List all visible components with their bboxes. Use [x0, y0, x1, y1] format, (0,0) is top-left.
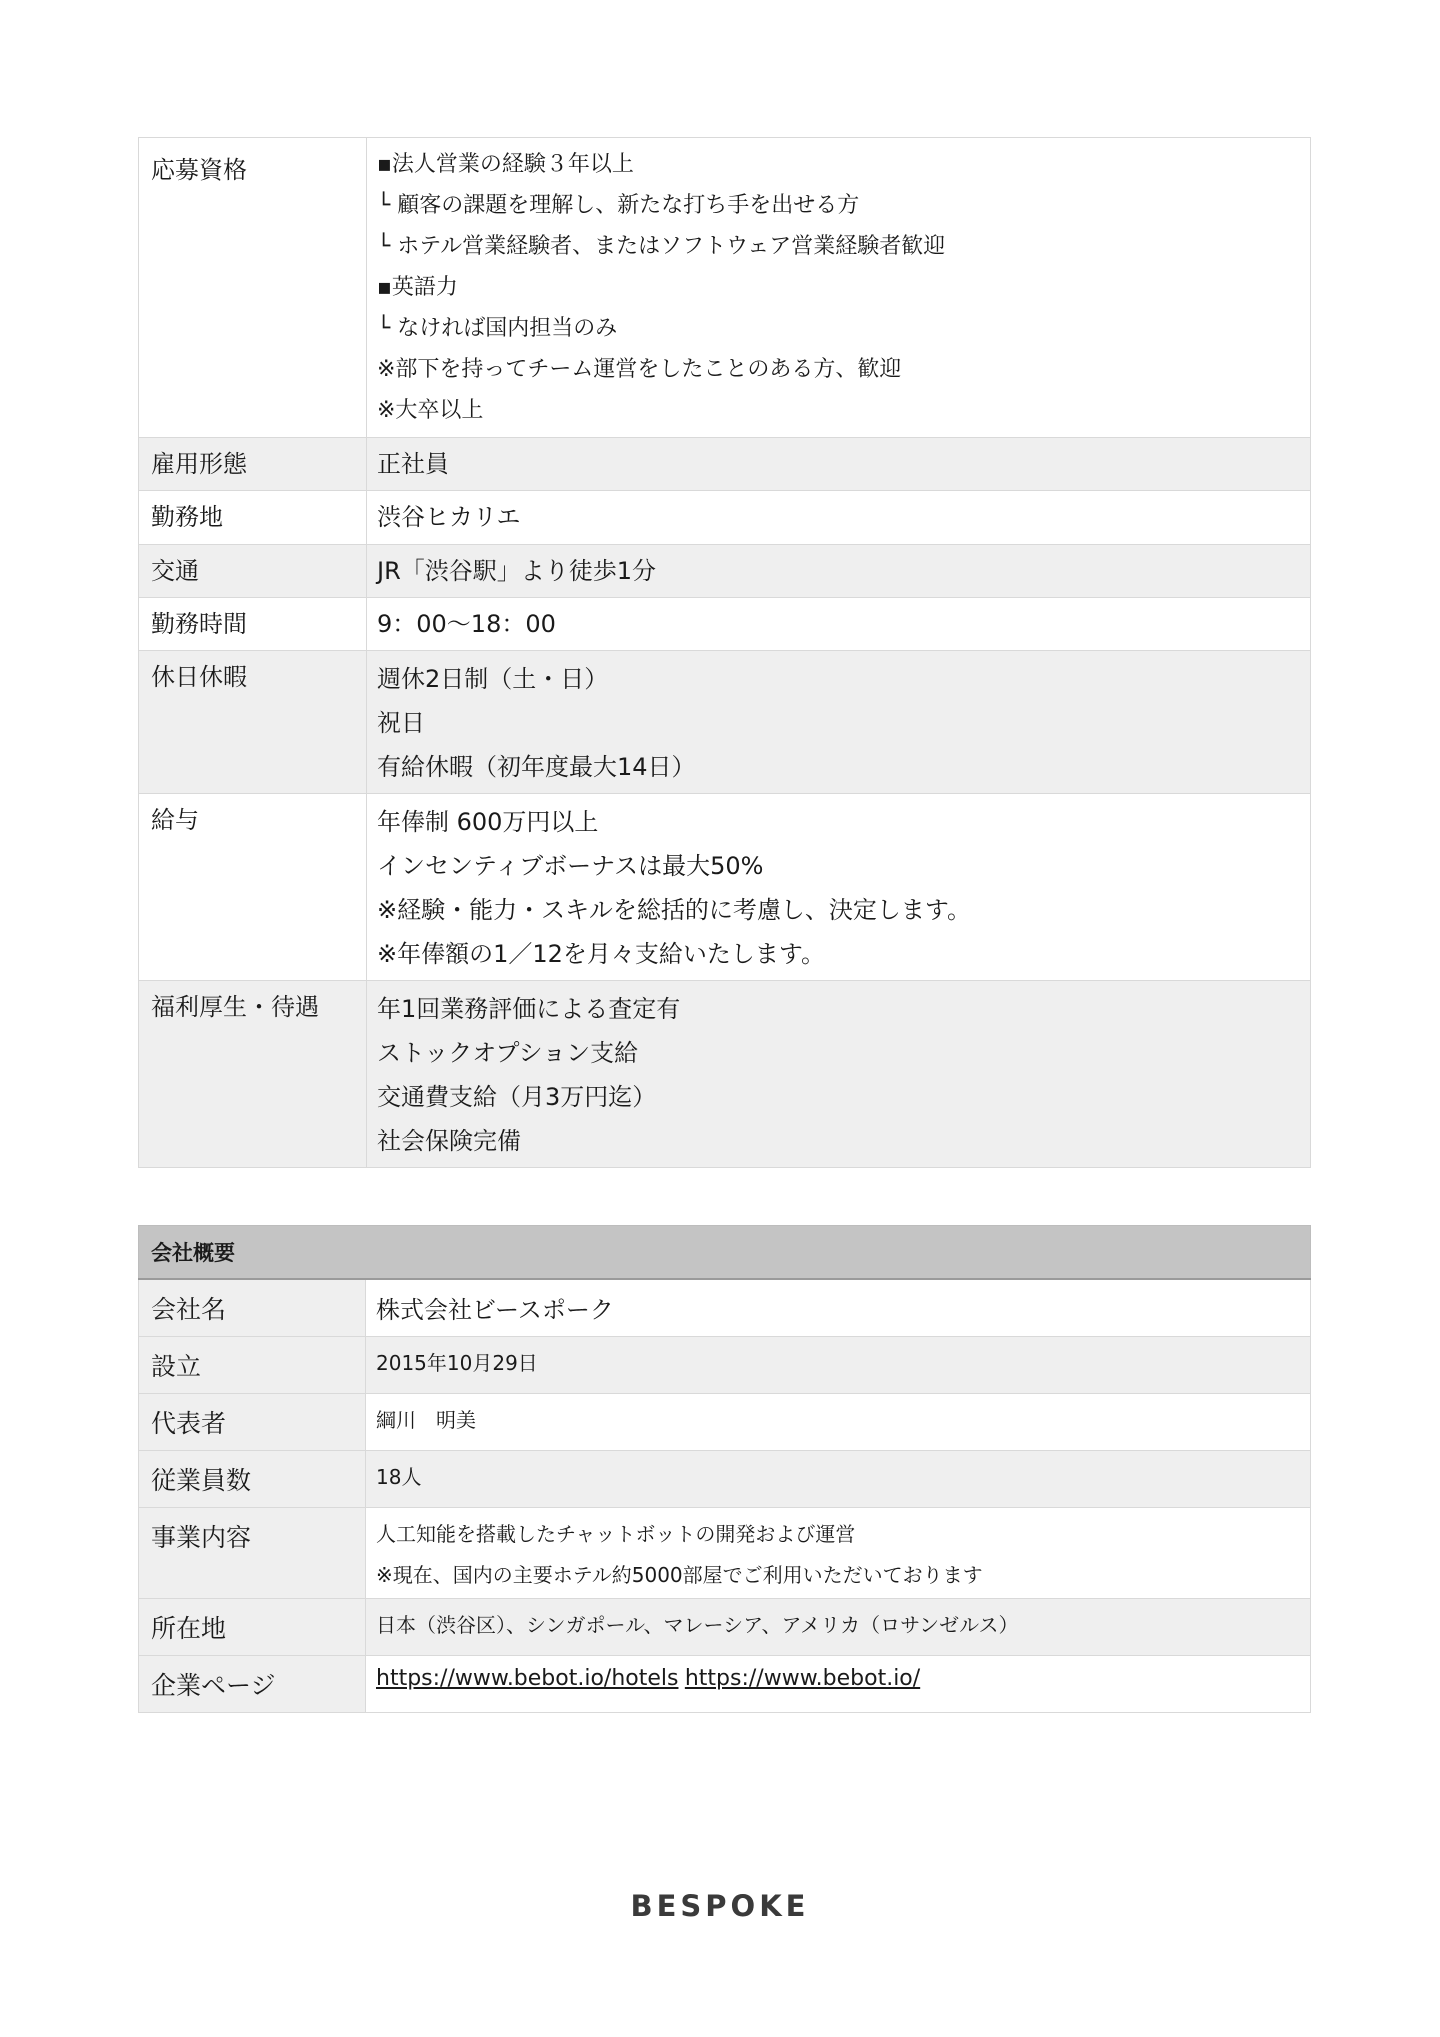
benefit-line: 年1回業務評価による査定有	[377, 995, 681, 1023]
hotels-page-link[interactable]: https://www.bebot.io/hotels	[376, 1665, 679, 1691]
value-work-location: 渋谷ヒカリエ	[367, 491, 1311, 545]
bespoke-logo: BESPOKE	[630, 1889, 810, 1923]
salary-line: インセンティブボーナスは最大50%	[377, 852, 764, 880]
company-overview-table	[138, 1225, 1311, 1713]
label-company-page: 企業ページ	[139, 1655, 366, 1712]
label-holidays: 休日休暇	[139, 651, 367, 794]
row-locations	[139, 1598, 1311, 1655]
label-locations: 所在地	[139, 1598, 366, 1655]
label-qualifications: 応募資格	[139, 138, 367, 438]
qualification-line: ▪法人営業の経験３年以上	[377, 152, 634, 177]
value-representative: 綱川 明美	[366, 1393, 1311, 1450]
value-working-hours: 9：00〜18：00	[367, 598, 1311, 651]
row-founded	[139, 1336, 1311, 1393]
qualification-line: └ なければ国内担当のみ	[377, 316, 618, 341]
value-benefits	[367, 981, 1311, 1168]
value-company-name: 株式会社ビースポーク	[366, 1279, 1311, 1337]
label-representative: 代表者	[139, 1393, 366, 1450]
label-founded: 設立	[139, 1336, 366, 1393]
value-qualifications	[367, 138, 1311, 438]
value-founded: 2015年10月29日	[366, 1336, 1311, 1393]
value-employment-type: 正社員	[367, 438, 1311, 491]
value-locations: 日本（渋谷区）、シンガポール、マレーシア、アメリカ（ロサンゼルス）	[366, 1598, 1311, 1655]
holiday-line: 週休2日制（土・日）	[377, 665, 609, 693]
label-business: 事業内容	[139, 1507, 366, 1598]
row-salary	[139, 794, 1311, 981]
salary-line: ※経験・能力・スキルを総括的に考慮し、決定します。	[377, 896, 971, 924]
label-work-location: 勤務地	[139, 491, 367, 545]
row-working-hours	[139, 598, 1311, 651]
row-business	[139, 1507, 1311, 1598]
row-employees	[139, 1450, 1311, 1507]
label-employment-type: 雇用形態	[139, 438, 367, 491]
row-company-page	[139, 1655, 1311, 1712]
row-work-location	[139, 491, 1311, 545]
home-page-link[interactable]: https://www.bebot.io/	[684, 1665, 921, 1691]
qualification-line: └ ホテル営業経験者、またはソフトウェア営業経験者歓迎	[377, 234, 946, 259]
value-access: JR「渋谷駅」より徒歩1分	[367, 545, 1311, 598]
row-company-name	[139, 1279, 1311, 1337]
row-access	[139, 545, 1311, 598]
holiday-line: 有給休暇（初年度最大14日）	[377, 753, 696, 781]
job-details-table	[138, 137, 1311, 1168]
benefit-line: 社会保険完備	[377, 1127, 521, 1155]
value-salary	[367, 794, 1311, 981]
value-company-page	[366, 1655, 1311, 1712]
holiday-line: 祝日	[377, 709, 425, 737]
business-line: 人工知能を搭載したチャットボットの開発および運営	[376, 1521, 856, 1546]
company-overview-heading: 会社概要	[139, 1226, 1311, 1279]
qualification-line: ※大卒以上	[377, 398, 484, 423]
row-holidays	[139, 651, 1311, 794]
benefit-line: ストックオプション支給	[377, 1039, 639, 1067]
row-representative	[139, 1393, 1311, 1450]
value-business	[366, 1507, 1311, 1598]
label-salary: 給与	[139, 794, 367, 981]
row-employment-type	[139, 438, 1311, 491]
row-benefits	[139, 981, 1311, 1168]
qualification-line: ※部下を持ってチーム運営をしたことのある方、歓迎	[377, 357, 902, 382]
qualification-line: ▪英語力	[377, 275, 458, 300]
benefit-line: 交通費支給（月3万円迄）	[377, 1083, 657, 1111]
salary-line: ※年俸額の1／12を月々支給いたします。	[377, 940, 825, 968]
label-company-name: 会社名	[139, 1279, 366, 1337]
qualification-line: └ 顧客の課題を理解し、新たな打ち手を出せる方	[377, 193, 860, 218]
label-employees: 従業員数	[139, 1450, 366, 1507]
row-qualifications	[139, 138, 1311, 438]
value-holidays	[367, 651, 1311, 794]
business-line: ※現在、国内の主要ホテル約5000部屋でご利用いただいております	[376, 1562, 983, 1587]
label-working-hours: 勤務時間	[139, 598, 367, 651]
value-employees: 18人	[366, 1450, 1311, 1507]
label-benefits: 福利厚生・待遇	[139, 981, 367, 1168]
label-access: 交通	[139, 545, 367, 598]
salary-line: 年俸制 600万円以上	[377, 808, 599, 836]
company-overview-header-row	[139, 1226, 1311, 1279]
